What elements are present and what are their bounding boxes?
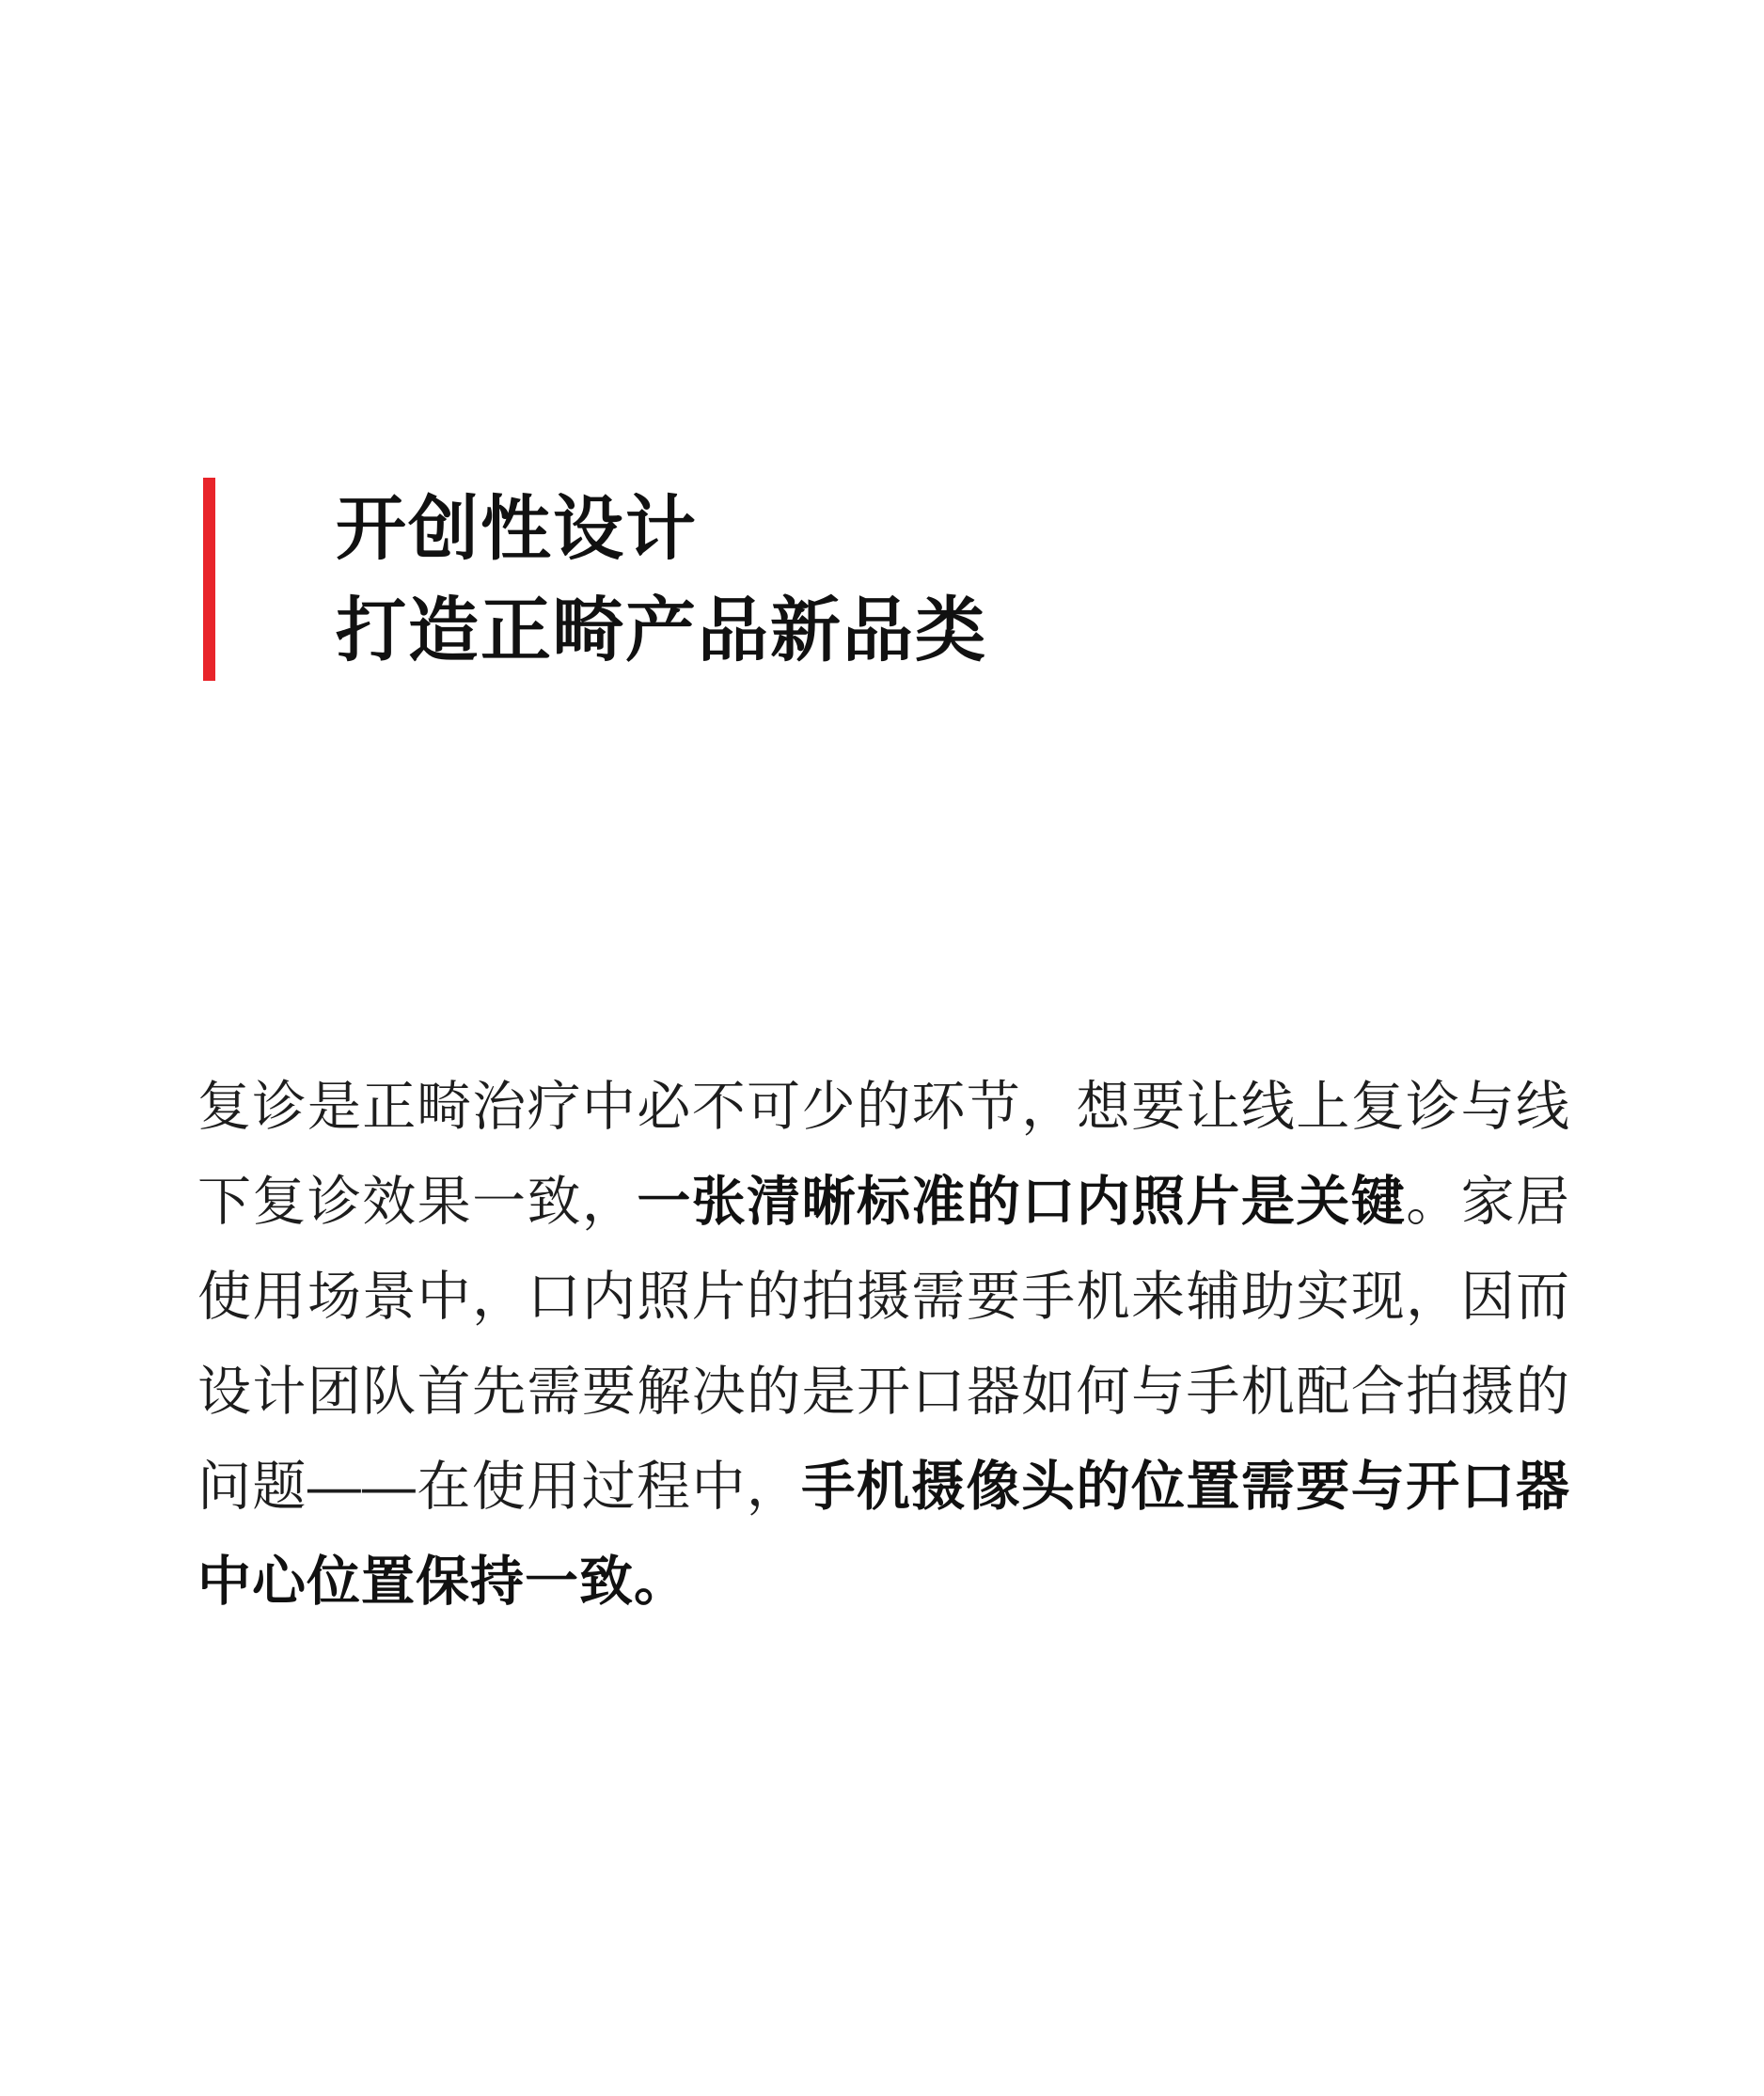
heading-line-2: 打造正畸产品新品类 bbox=[336, 591, 988, 670]
body-text-block bbox=[197, 1006, 1570, 1683]
heading-line-1: 开创性设计 bbox=[336, 489, 699, 568]
body-text-run: 复诊是正畸治疗中必不可少的环节，想要让线上复诊与线下复诊效果一致， bbox=[197, 1077, 1570, 1232]
heading-accent-rule bbox=[203, 478, 215, 681]
body-paragraph bbox=[197, 1060, 1570, 1630]
body-emphasis-run: 一张清晰标准的口内照片是关键 bbox=[637, 1172, 1407, 1232]
heading-text-group bbox=[336, 478, 987, 681]
section-heading bbox=[203, 478, 987, 681]
body-text-run: 。家居使用场景中，口内照片的拍摄需要手机来辅助实现，因而设计团队首先需要解决的是开口器如何与手机配合拍摄的问题——在使用过程中， bbox=[197, 1172, 1571, 1517]
body-emphasis-run: 手机摄像头的位置需要与开口器中心位置保持一致。 bbox=[197, 1457, 1571, 1612]
